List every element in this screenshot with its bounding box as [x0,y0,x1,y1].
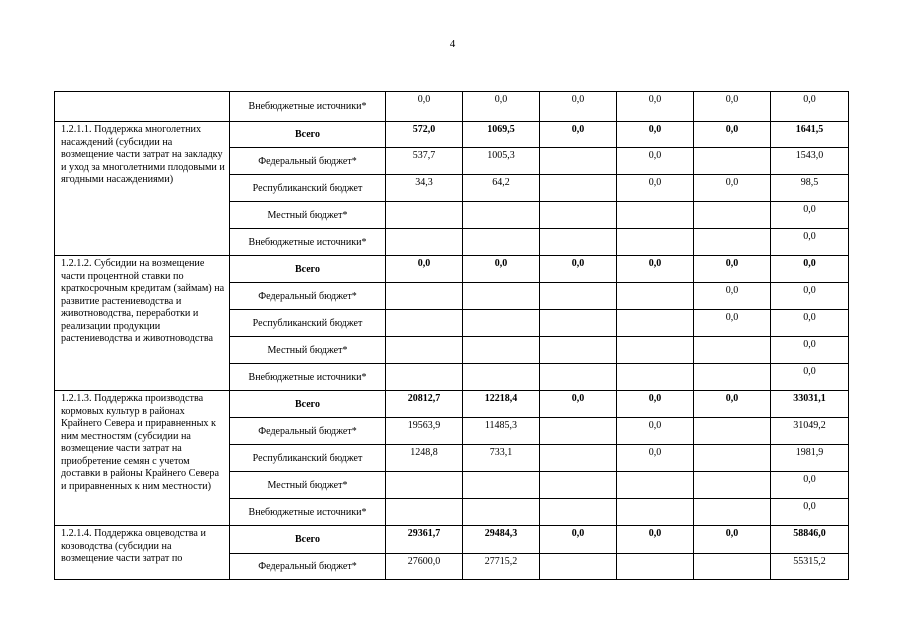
amount-cell: 29484,3 [463,526,540,554]
amount-cell [617,202,694,229]
amount-cell [463,283,540,310]
amount-cell [463,472,540,499]
amount-cell: 0,0 [540,122,617,148]
table-row [55,391,849,418]
amount-cell: 0,0 [694,283,771,310]
measure-description: 1.2.1.4. Поддержка овцеводства и козоводства (субсидии на возмещение части затрат по [55,526,230,580]
amount-cell [540,364,617,391]
amount-cell [540,229,617,256]
amount-cell: 0,0 [694,175,771,202]
amount-cell: 0,0 [617,122,694,148]
amount-cell [540,445,617,472]
amount-cell: 0,0 [694,310,771,337]
amount-cell: 98,5 [771,175,849,202]
amount-cell: 1005,3 [463,148,540,175]
amount-cell [694,554,771,580]
measure-description: 1.2.1.2. Субсидии на возмещение части процентной ставки по краткосрочным кредитам (займам) на развитие растениеводства и животноводства, переработки и реализации продукции растениеводства и животноводства [55,256,230,391]
amount-cell: 0,0 [617,391,694,418]
funding-source: Республиканский бюджет [230,445,386,472]
amount-cell [386,337,463,364]
amount-cell [540,175,617,202]
page-number: 4 [449,38,456,50]
amount-cell [617,499,694,526]
amount-cell: 27715,2 [463,554,540,580]
amount-cell [386,310,463,337]
amount-cell: 1641,5 [771,122,849,148]
amount-cell: 0,0 [694,526,771,554]
amount-cell: 0,0 [771,229,849,256]
amount-cell [694,499,771,526]
amount-cell [694,229,771,256]
funding-source: Всего [230,256,386,283]
amount-cell: 0,0 [771,256,849,283]
amount-cell: 0,0 [771,92,849,122]
amount-cell: 64,2 [463,175,540,202]
amount-cell: 0,0 [617,92,694,122]
amount-cell [617,554,694,580]
amount-cell [617,229,694,256]
amount-cell [463,202,540,229]
amount-cell [540,310,617,337]
amount-cell: 0,0 [540,256,617,283]
amount-cell [694,337,771,364]
amount-cell: 1069,5 [463,122,540,148]
funding-source: Внебюджетные источники* [230,499,386,526]
amount-cell: 19563,9 [386,418,463,445]
amount-cell: 0,0 [694,92,771,122]
amount-cell [540,337,617,364]
amount-cell: 537,7 [386,148,463,175]
amount-cell [617,337,694,364]
amount-cell: 0,0 [771,283,849,310]
amount-cell [386,202,463,229]
table-row [55,122,849,148]
amount-cell: 0,0 [540,391,617,418]
funding-source: Всего [230,122,386,148]
amount-cell: 0,0 [694,122,771,148]
amount-cell [617,310,694,337]
amount-cell: 34,3 [386,175,463,202]
amount-cell [694,364,771,391]
amount-cell: 0,0 [617,418,694,445]
amount-cell [617,283,694,310]
amount-cell [463,229,540,256]
amount-cell [386,283,463,310]
amount-cell: 0,0 [617,445,694,472]
amount-cell: 33031,1 [771,391,849,418]
amount-cell [540,472,617,499]
table-row [55,526,849,554]
amount-cell [694,148,771,175]
amount-cell [540,148,617,175]
funding-source: Местный бюджет* [230,337,386,364]
amount-cell: 0,0 [771,499,849,526]
amount-cell [463,364,540,391]
funding-source: Местный бюджет* [230,202,386,229]
amount-cell: 55315,2 [771,554,849,580]
table-row [55,92,849,122]
funding-source: Внебюджетные источники* [230,229,386,256]
amount-cell: 0,0 [617,148,694,175]
amount-cell [463,337,540,364]
amount-cell: 1981,9 [771,445,849,472]
amount-cell [617,472,694,499]
amount-cell: 0,0 [463,256,540,283]
measure-description: 1.2.1.3. Поддержка производства кормовых культур в районах Крайнего Севера и приравненных к ним местностям (субсидии на возмещение части затрат на приобретение семян с учетом доставки в районы Крайнего Севера и приравненных к ним местности) [55,391,230,526]
funding-source: Федеральный бюджет* [230,283,386,310]
amount-cell: 31049,2 [771,418,849,445]
amount-cell: 0,0 [386,256,463,283]
amount-cell: 0,0 [617,175,694,202]
amount-cell: 0,0 [694,256,771,283]
measure-description [55,92,230,122]
amount-cell: 0,0 [771,337,849,364]
amount-cell [617,364,694,391]
amount-cell [540,283,617,310]
amount-cell [540,499,617,526]
measure-description: 1.2.1.1. Поддержка многолетних насаждений (субсидии на возмещение части затрат на закладку и уход за многолетними плодовыми и ягодными насаждениями) [55,122,230,256]
funding-source: Федеральный бюджет* [230,418,386,445]
amount-cell [694,445,771,472]
amount-cell [694,472,771,499]
amount-cell: 0,0 [771,364,849,391]
amount-cell: 11485,3 [463,418,540,445]
amount-cell [540,554,617,580]
amount-cell: 0,0 [771,472,849,499]
funding-source: Федеральный бюджет* [230,148,386,175]
amount-cell: 0,0 [463,92,540,122]
funding-source: Внебюджетные источники* [230,92,386,122]
amount-cell [386,229,463,256]
amount-cell: 1248,8 [386,445,463,472]
funding-source: Всего [230,526,386,554]
amount-cell: 0,0 [617,526,694,554]
amount-cell: 20812,7 [386,391,463,418]
budget-table [54,91,849,580]
funding-source: Республиканский бюджет [230,310,386,337]
amount-cell [386,364,463,391]
amount-cell: 0,0 [540,526,617,554]
amount-cell: 27600,0 [386,554,463,580]
amount-cell: 0,0 [540,92,617,122]
amount-cell: 572,0 [386,122,463,148]
amount-cell: 58846,0 [771,526,849,554]
amount-cell [463,499,540,526]
amount-cell [540,418,617,445]
amount-cell [694,202,771,229]
amount-cell [463,310,540,337]
funding-source: Местный бюджет* [230,472,386,499]
funding-source: Всего [230,391,386,418]
amount-cell: 733,1 [463,445,540,472]
amount-cell [386,499,463,526]
amount-cell: 0,0 [771,310,849,337]
funding-source: Внебюджетные источники* [230,364,386,391]
amount-cell: 0,0 [771,202,849,229]
amount-cell [540,202,617,229]
funding-source: Республиканский бюджет [230,175,386,202]
amount-cell [386,472,463,499]
funding-source: Федеральный бюджет* [230,554,386,580]
amount-cell: 12218,4 [463,391,540,418]
amount-cell: 1543,0 [771,148,849,175]
amount-cell: 0,0 [386,92,463,122]
amount-cell [694,418,771,445]
amount-cell: 0,0 [694,391,771,418]
table-row [55,256,849,283]
amount-cell: 0,0 [617,256,694,283]
amount-cell: 29361,7 [386,526,463,554]
